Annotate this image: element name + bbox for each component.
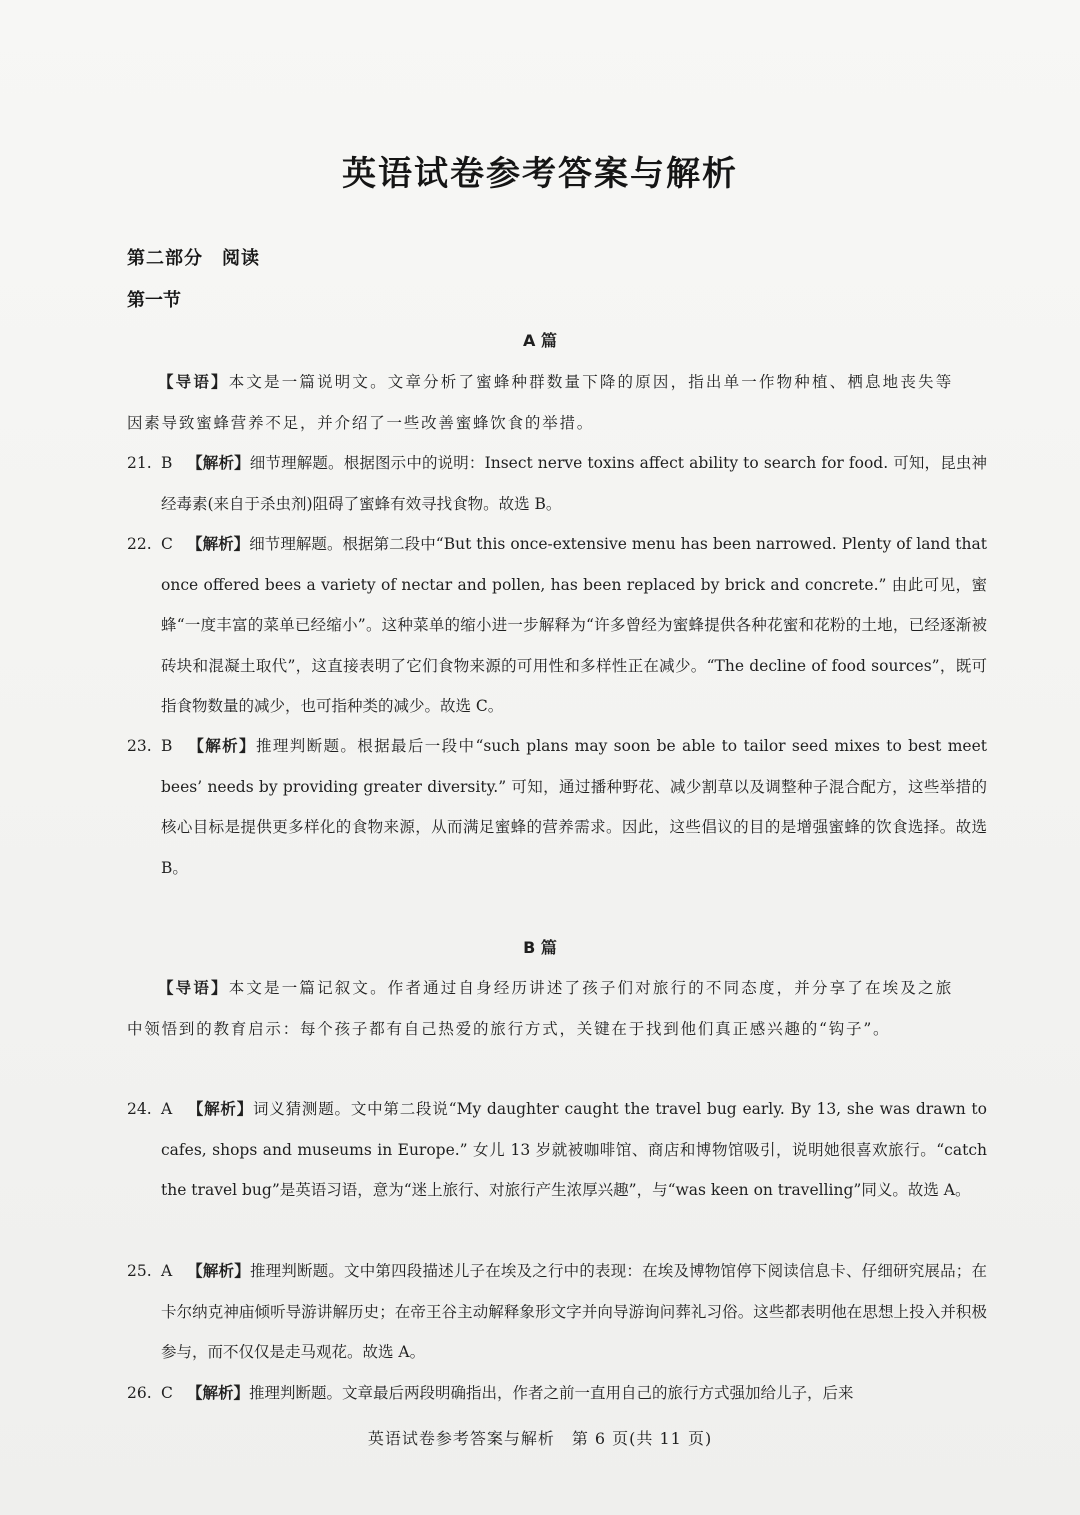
analysis-text: 推理判断题。文中第四段描述儿子在埃及之行中的表现：在埃及博物馆停下阅读信息卡、仔细研究展品；在卡尔纳克神庙倾听导游讲解历史；在帝王谷主动解释象形文字并向导游询问葬礼习俗。这些都表明他在思想上投入并积极参与，而不仅仅是走马观花。故选 A。 xyxy=(161,1262,987,1361)
analysis-tag: 【解析】 xyxy=(187,454,250,472)
answer-item-25 xyxy=(127,1251,987,1373)
analysis-text: 推理判断题。文章最后两段明确指出，作者之前一直用自己的旅行方式强加给儿子，后来 xyxy=(249,1384,854,1402)
passage-b-heading: B 篇 xyxy=(523,938,557,957)
item-answer: A xyxy=(161,1262,173,1280)
item-number: 26. xyxy=(127,1384,152,1402)
intro-tag: 【导语】 xyxy=(158,979,229,997)
item-number: 25. xyxy=(127,1262,152,1280)
item-number: 23. xyxy=(127,737,152,755)
passage-b-intro xyxy=(127,968,953,1049)
page-footer: 英语试卷参考答案与解析 第 6 页(共 11 页) xyxy=(367,1429,713,1448)
item-answer: A xyxy=(161,1100,173,1118)
passage-a-intro xyxy=(127,362,953,443)
answer-item-23 xyxy=(127,726,987,888)
page-title: 英语试卷参考答案与解析 xyxy=(342,154,738,194)
analysis-text: 细节理解题。根据第二段中“But this once-extensive menu has been narrowed. Plenty of land that once offered bees a variety of nectar and pollen, has been replaced by brick and concrete.” 由此可见，蜜蜂“一度丰富的菜单已经缩小”。这种菜单的缩小进一步解释为“许多曾经为蜜蜂提供各种花蜜和花粉的土地，已经逐渐被砖块和混凝土取代”，这直接表明了它们食物来源的可用性和多样性正在减少。“The decline of food sources”，既可指食物数量的减少，也可指种类的减少。故选 C。 xyxy=(161,535,987,715)
intro-text: 本文是一篇说明文。文章分析了蜜蜂种群数量下降的原因，指出单一作物种植、栖息地丧失等因素导致蜜蜂营养不足，并介绍了一些改善蜜蜂饮食的举措。 xyxy=(127,373,953,432)
analysis-text: 词义猜测题。文中第二段说“My daughter caught the travel bug early. By 13, she was drawn to cafes, shops and museums in Europe.” 女儿 13 岁就被咖啡馆、商店和博物馆吸引，说明她很喜欢旅行。“catch the travel bug”是英语习语，意为“迷上旅行、对旅行产生浓厚兴趣”，与“was keen on travelling”同义。故选 A。 xyxy=(161,1100,987,1199)
item-answer: B xyxy=(161,454,173,472)
analysis-text: 细节理解题。根据图示中的说明：Insect nerve toxins affect ability to search for food. 可知，昆虫神经毒素(来自于杀虫剂)阻碍了蜜蜂有效寻找食物。故选 B。 xyxy=(161,454,987,513)
item-answer: C xyxy=(161,535,173,553)
analysis-tag: 【解析】 xyxy=(187,535,250,553)
item-number: 22. xyxy=(127,535,152,553)
analysis-text: 推理判断题。根据最后一段中“such plans may soon be able to tailor seed mixes to best meet bees’ needs by providing greater diversity.” 可知，通过播种野花、减少割草以及调整种子混合配方，这些举措的核心目标是提供更多样化的食物来源，从而满足蜜蜂的营养需求。因此，这些倡议的目的是增强蜜蜂的饮食选择。故选 B。 xyxy=(161,737,987,877)
analysis-tag: 【解析】 xyxy=(187,1100,254,1118)
answer-item-21 xyxy=(127,443,987,524)
analysis-tag: 【解析】 xyxy=(187,1262,250,1280)
item-answer: C xyxy=(161,1384,173,1402)
analysis-tag: 【解析】 xyxy=(187,1384,250,1402)
item-number: 24. xyxy=(127,1100,152,1118)
analysis-tag: 【解析】 xyxy=(187,737,256,755)
intro-tag: 【导语】 xyxy=(158,373,229,391)
passage-a-heading: A 篇 xyxy=(523,331,557,350)
item-number: 21. xyxy=(127,454,152,472)
intro-text: 本文是一篇记叙文。作者通过自身经历讲述了孩子们对旅行的不同态度，并分享了在埃及之旅中领悟到的教育启示：每个孩子都有自己热爱的旅行方式，关键在于找到他们真正感兴趣的“钩子”。 xyxy=(127,979,953,1038)
section-heading: 第一节 xyxy=(127,290,181,311)
part-heading: 第二部分 阅读 xyxy=(127,248,260,269)
answer-item-22 xyxy=(127,524,987,727)
answer-item-24 xyxy=(127,1089,987,1211)
answer-item-26 xyxy=(127,1373,987,1414)
item-answer: B xyxy=(161,737,173,755)
